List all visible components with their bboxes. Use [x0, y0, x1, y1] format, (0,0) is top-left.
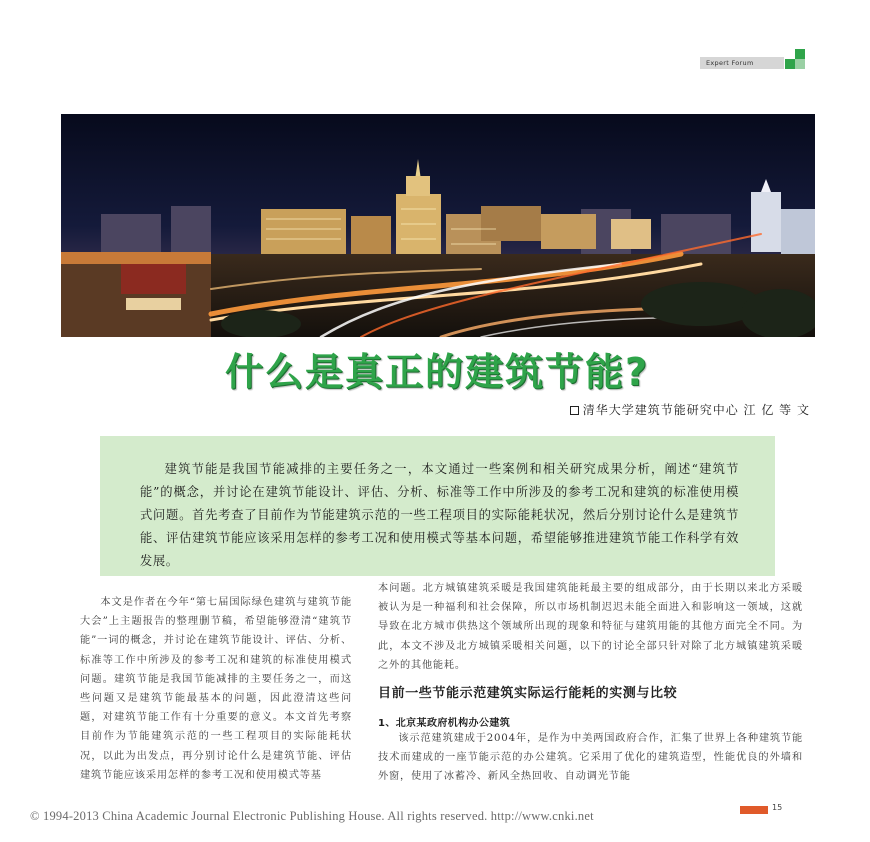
article-title: 什么是真正的建筑节能? — [224, 350, 650, 394]
green-square-decoration — [795, 49, 805, 59]
abstract-box — [100, 436, 775, 576]
right-column — [378, 579, 803, 675]
abstract-text: 建筑节能是我国节能减排的主要任务之一，本文通过一些案例和相关研究成果分析，阐述“建筑节能”的概念，并讨论在建筑节能设计、评估、分析、标准等工作中所涉及的参考工况和建筑的标准使用模式问题。首先考查了目前作为节能建筑示范的一些工程项目的实际能耗状况，然后分别讨论什么是建筑节能、评估建筑节能应该采用怎样的参考工况和使用模式等基本问题，希望能够推进建筑节能工作科学有效发展。 — [140, 462, 739, 568]
section-heading: 目前一些节能示范建筑实际运行能耗的实测与比较 — [378, 686, 678, 701]
page-number: 15 — [772, 803, 783, 812]
author-square-icon — [570, 406, 579, 415]
copyright-footer: © 1994-2013 China Academic Journal Electronic Publishing House. All rights reserved. http://www.cnki.net — [30, 809, 594, 823]
section-tab: Expert Forum — [700, 57, 784, 69]
right-column-paragraph: 该示范建筑建成于2004年，是作为中美两国政府合作，汇集了世界上各种建筑节能技术而建成的一座节能示范的办公建筑。它采用了优化的建筑造型，性能优良的外墙和外窗，使用了冰蓄冷、新风全热回收、自动调光节能 — [378, 733, 803, 783]
author-line — [470, 401, 810, 418]
light-square-decoration — [795, 59, 805, 69]
magazine-badge — [740, 806, 768, 814]
city-night-photo — [61, 114, 815, 337]
left-column-text: 本文是作者在今年“第七届国际绿色建筑与建筑节能大会”上主题报告的整理删节稿，希望能够澄清“建筑节能”一词的概念，并讨论在建筑节能设计、评估、分析、标准等工作中所涉及的参考工况和建筑的标准使用模式问题。建筑节能是我国节能减排的主要任务之一，而这些问题又是建筑节能最基本的问题，因此澄清这些问题，对建筑节能工作有十分重要的意义。本文首先考察目前作为节能建筑示范的一些工程项目的实际能耗状况，以此为出发点，再分别讨论什么是建筑节能、评估建筑节能应该采用怎样的参考工况和使用模式等基 — [80, 597, 352, 781]
author-text: 清华大学建筑节能研究中心 江 亿 等 文 — [582, 403, 810, 417]
left-column — [80, 593, 352, 785]
green-square-decoration — [785, 59, 795, 69]
subsection-heading: 1、北京某政府机构办公建筑 — [378, 718, 511, 729]
right-column-paragraph: 本问题。北方城镇建筑采暖是我国建筑能耗最主要的组成部分，由于长期以来北方采暖被认为是一种福利和社会保障，所以市场机制迟迟未能全面进入和影响这一领域，这就导致在北方城市供热这个领域所出现的现象和特征与建筑用能的其他方面完全不同。为此，本文不涉及北方城镇采暖相关问题，以下的讨论全部只针对除了北方城镇建筑采暖之外的其他能耗。 — [378, 583, 803, 671]
right-column-paragraph-2 — [378, 729, 803, 787]
